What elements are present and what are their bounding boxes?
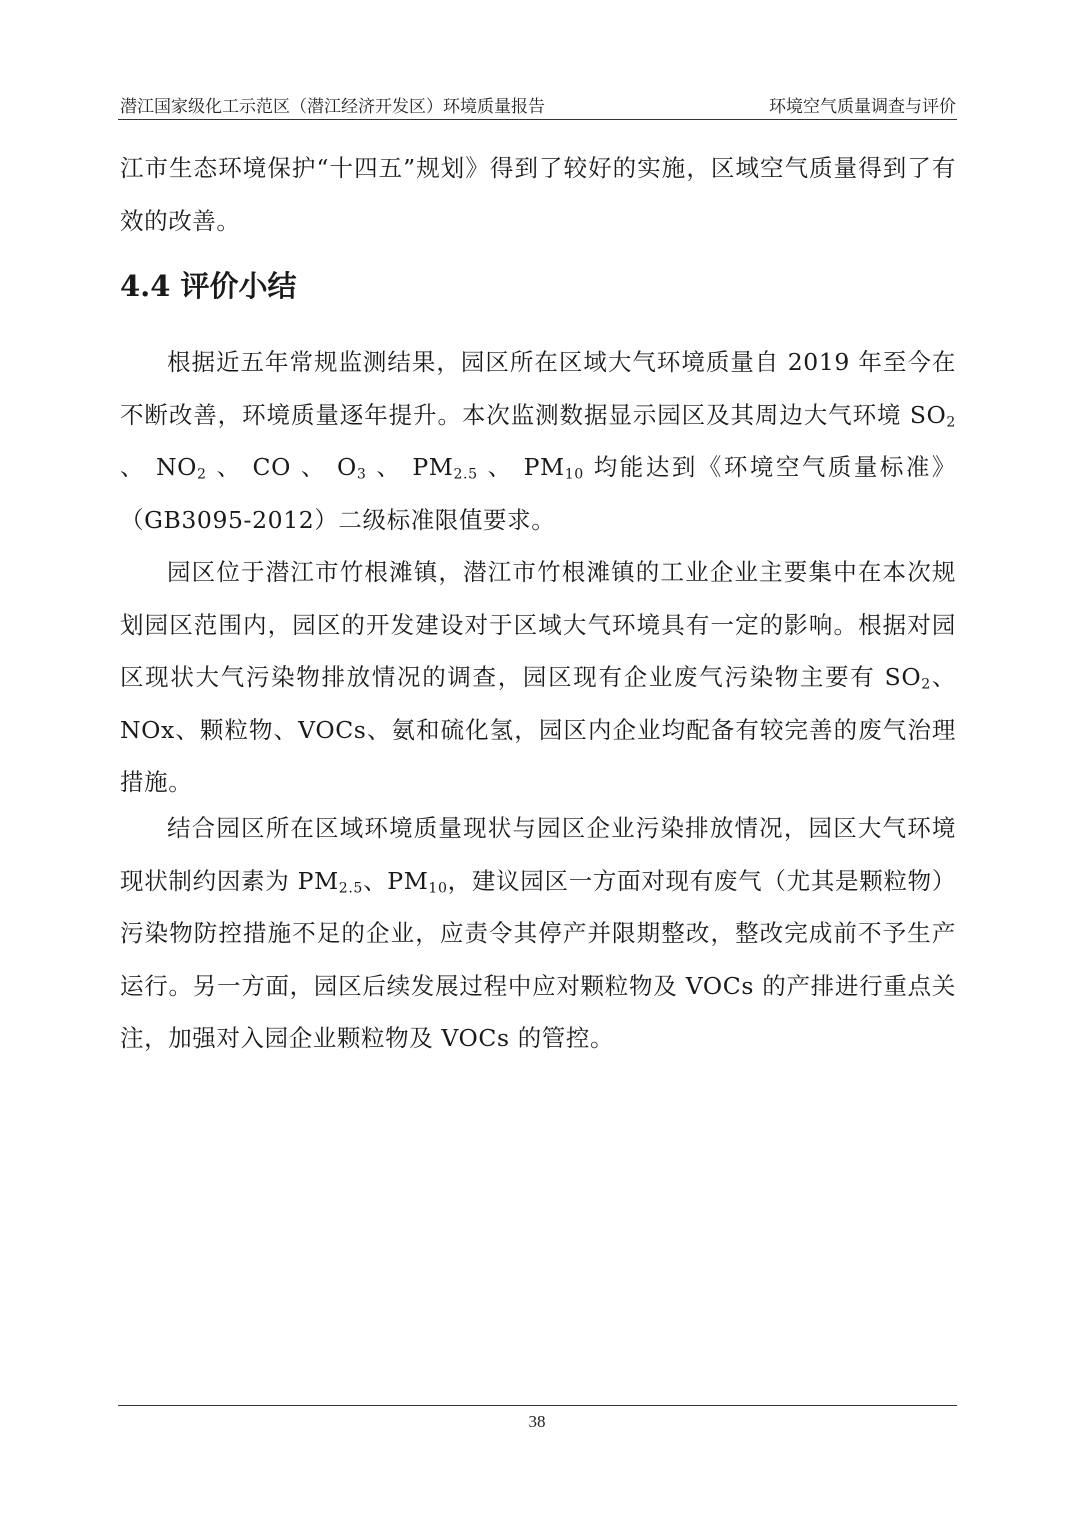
p1-so2: $SO_2$: [909, 400, 956, 431]
summary-paragraph-2: 园区位于潜江市竹根滩镇，潜江市竹根滩镇的工业企业主要集中在本次规划园区范围内，园区的开发建设对于区域大气环境具有一定的影响。根据对园区现状大气污染物排放情况的调查，园区现有企业废气污染物主要有 $SO_2$、NOx、颗粒物、VOCs、氨和硫化氢，园区内企业均配备有较完善的废气治理措施。: [120, 558, 956, 796]
page-number: 38: [528, 1412, 546, 1431]
p3-text-b: ，建议园区一方面对现有废气（尤其是颗粒物）污染物防控措施不足的企业，应责令其停产并限期整改，整改完成前不予生产运行。另一方面，园区后续发展过程中应对颗粒物及 VOCs 的产排进行重点关注，加强对入园企业颗粒物及 VOCs 的管控。: [120, 866, 956, 1052]
summary-paragraph-3: 结合园区所在区域环境质量现状与园区企业污染排放情况，园区大气环境现状制约因素为 $PM_{2.5}$、$PM_{10}$，建议园区一方面对现有废气（尤其是颗粒物）污染物防控措施不足的企业，应责令其停产并限期整改，整改完成前不予生产运行。另一方面，园区后续发展过程中应对颗粒物及 VOCs 的产排进行重点关注，加强对入园企业颗粒物及 VOCs 的管控。: [120, 814, 956, 1052]
summary-paragraph-1: 根据近五年常规监测结果，园区所在区域大气环境质量自 2019 年至今在不断改善，环境质量逐年提升。本次监测数据显示园区及其周边大气环境 $SO_2$ 、 $NO_2$ 、 CO 、 $O_3$ 、 $PM_{2.5}$ 、 $PM_{10}$ 均能达到《环境空气质量标准》（GB3095-2012）二级标准限值要求。: [120, 348, 956, 534]
running-header-title: 潜江国家级化工示范区（潜江经济开发区）环境质量报告: [120, 97, 545, 117]
p2-text-a: 园区位于潜江市竹根滩镇，潜江市竹根滩镇的工业企业主要集中在本次规划园区范围内，园区的开发建设对于区域大气环境具有一定的影响。根据对园区现状大气污染物排放情况的调查，园区现有企业废气污染物主要有: [120, 558, 956, 691]
running-header-chapter: 环境空气质量调查与评价: [769, 97, 956, 117]
p1-text-b: 均能达到《环境空气质量标准》（GB3095-2012）二级标准限值要求。: [120, 453, 956, 534]
section-heading: 4.4 评价小结: [120, 269, 297, 303]
intro-paragraph: 江市生态环境保护“十四五”规划》得到了较好的实施，区域空气质量得到了有效的改善。: [120, 154, 956, 235]
p1-text-a: 根据近五年常规监测结果，园区所在区域大气环境质量自 2019 年至今在不断改善，环境质量逐年提升。本次监测数据显示园区及其周边大气环境: [120, 348, 956, 429]
p3-text-a: 结合园区所在区域环境质量现状与园区企业污染排放情况，园区大气环境现状制约因素为 PM: [120, 814, 956, 895]
footer-divider: [118, 1405, 957, 1406]
header-divider: [118, 119, 957, 120]
p2-text-b: 、NOx、颗粒物、VOCs、氨和硫化氢，园区内企业均配备有较完善的废气治理措施。: [120, 663, 956, 796]
